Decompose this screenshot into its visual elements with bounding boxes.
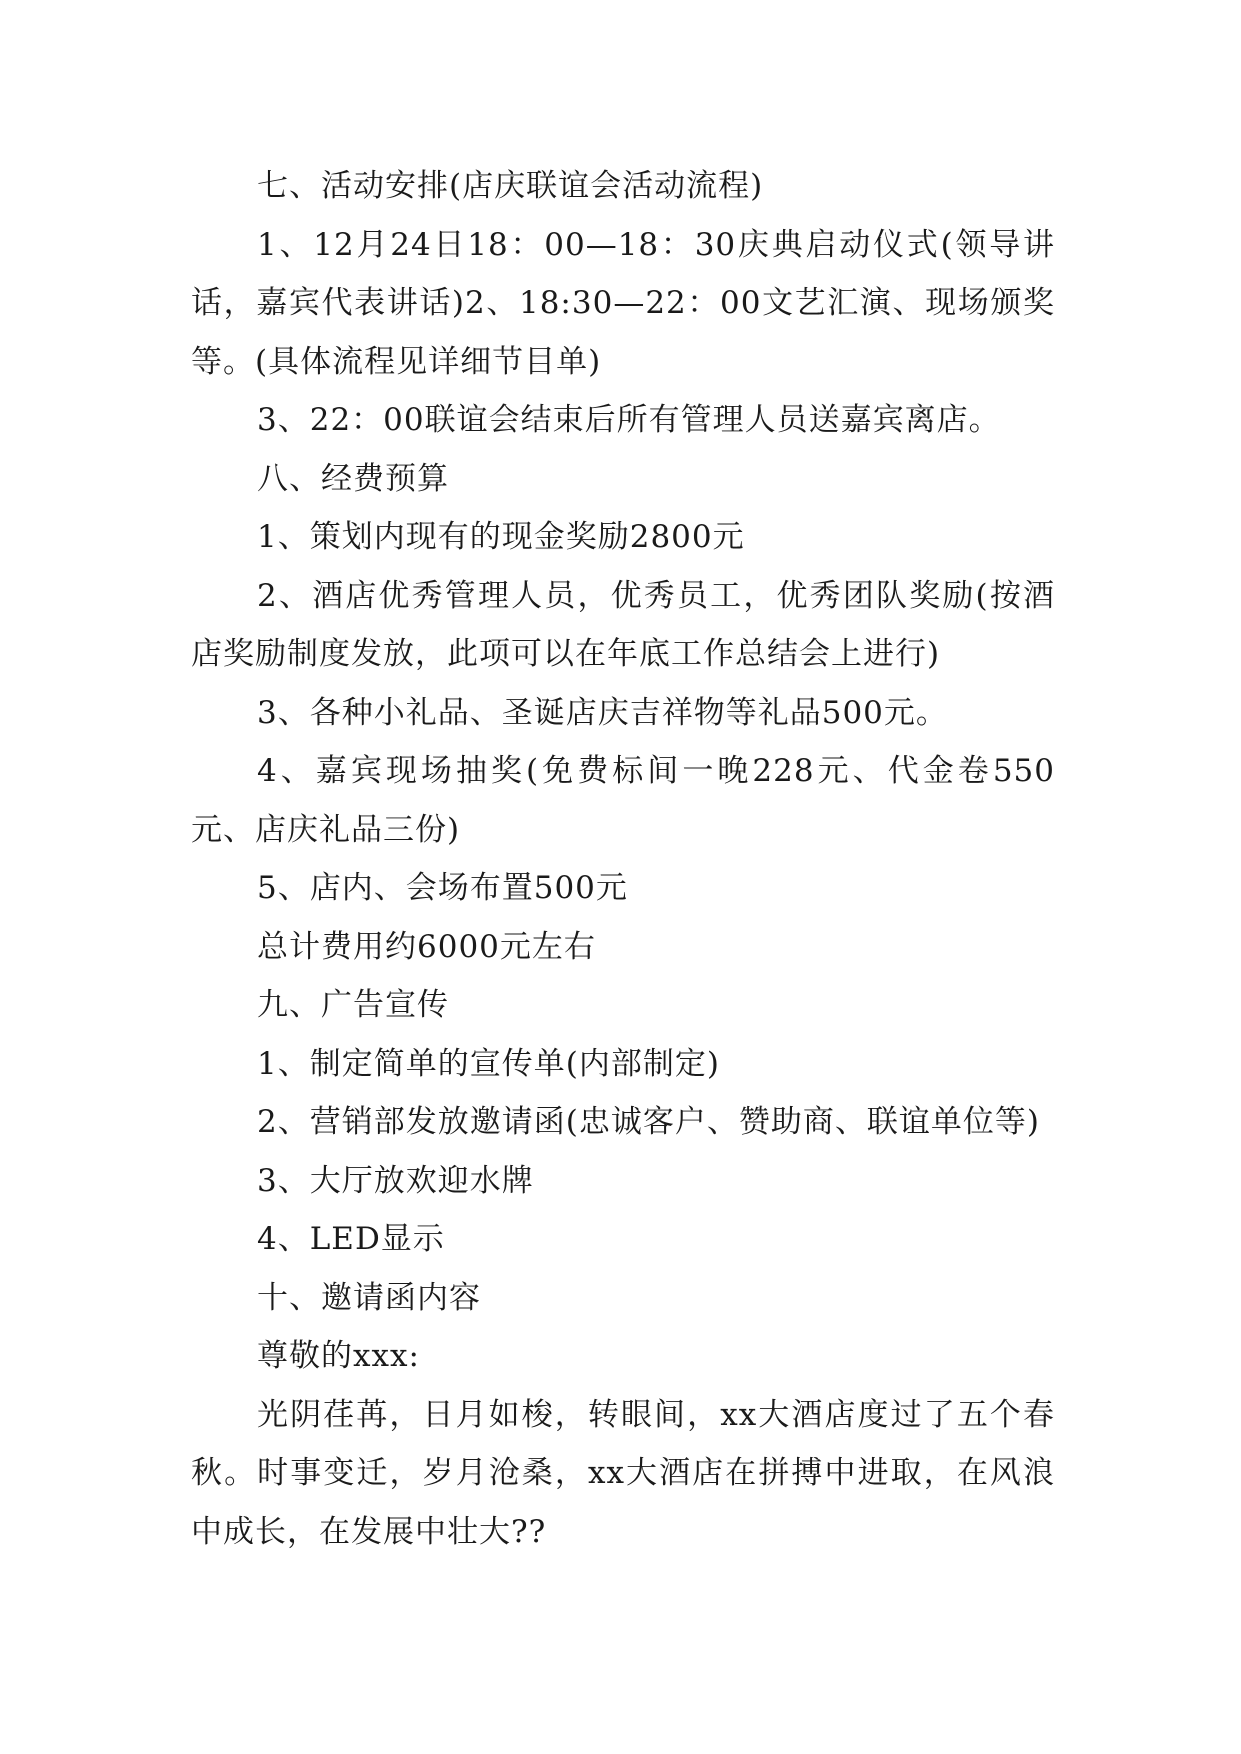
- paragraph-invitation-salutation: 尊敬的xxx:: [257, 1338, 420, 1374]
- paragraph-schedule-item-1-2: 1、12月24日18：00—18：30庆典启动仪式(领导讲话，嘉宾代表讲话)2、18:30—22：00文艺汇演、现场颁奖等。(具体流程见详细节目单): [191, 226, 1055, 380]
- paragraph-budget-total: 总计费用约6000元左右: [257, 928, 596, 965]
- paragraph-advertising-item-4: 4、LED显示: [257, 1221, 445, 1257]
- paragraph-invitation-body: 光阴荏苒，日月如梭，转眼间，xx大酒店度过了五个春秋。时事变迁，岁月沧桑，xx大酒店在拼搏中进取，在风浪中成长，在发展中壮大??: [191, 1396, 1055, 1550]
- paragraph-budget-item-1: 1、策划内现有的现金奖励2800元: [257, 519, 745, 555]
- paragraph-advertising-item-2: 2、营销部发放邀请函(忠诚客户、赞助商、联谊单位等): [257, 1104, 1040, 1140]
- paragraph-budget-item-4: 4、嘉宾现场抽奖(免费标间一晚228元、代金卷550元、店庆礼品三份): [191, 753, 1055, 848]
- section-heading-budget: 八、经费预算: [257, 460, 449, 497]
- document-body: [191, 157, 1055, 1561]
- section-heading-activity-schedule: 七、活动安排(店庆联谊会活动流程): [257, 168, 764, 204]
- paragraph-advertising-item-1: 1、制定简单的宣传单(内部制定): [257, 1045, 720, 1082]
- paragraph-schedule-item-3: 3、22：00联谊会结束后所有管理人员送嘉宾离店。: [257, 402, 1001, 438]
- section-heading-invitation: 十、邀请函内容: [257, 1279, 481, 1316]
- paragraph-budget-item-2: 2、酒店优秀管理人员，优秀员工，优秀团队奖励(按酒店奖励制度发放，此项可以在年底工作总结会上进行): [191, 577, 1055, 672]
- paragraph-budget-item-5: 5、店内、会场布置500元: [257, 870, 628, 906]
- section-heading-advertising: 九、广告宣传: [257, 987, 449, 1023]
- paragraph-advertising-item-3: 3、大厅放欢迎水牌: [257, 1162, 534, 1199]
- paragraph-budget-item-3: 3、各种小礼品、圣诞店庆吉祥物等礼品500元。: [257, 694, 948, 731]
